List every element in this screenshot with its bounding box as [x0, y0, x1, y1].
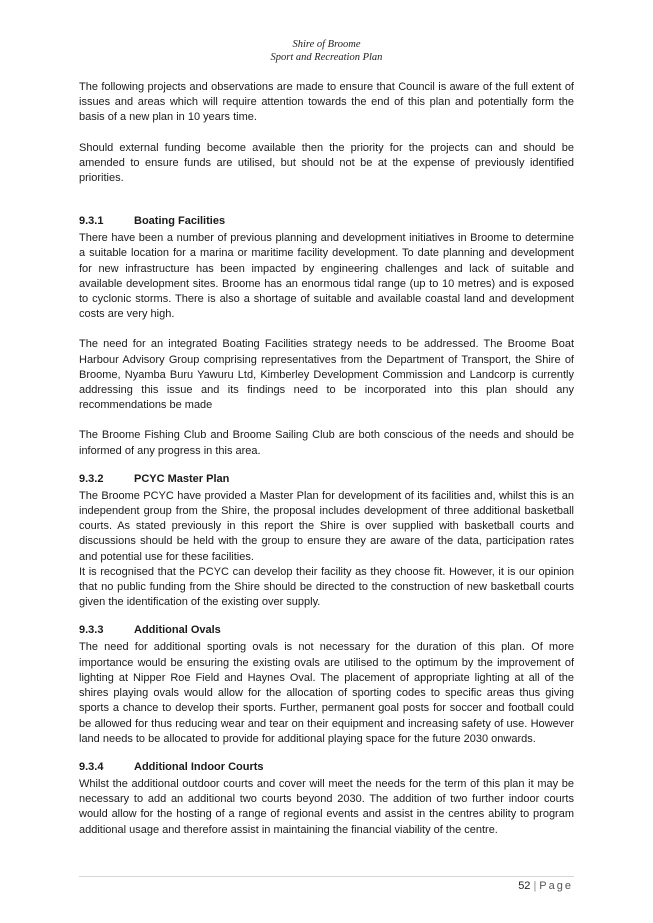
section-heading [79, 623, 574, 638]
section-paragraph: The need for an integrated Boating Facilities strategy needs to be addressed. The Broome Boat Harbour Advisory Group comprising representatives from the Department of Transport, the Shire of Broome, Nyamba Buru Yawuru Ltd, Kimberley Development Commission and Landcorp is currently addressing this issue and its findings need to be incorporated into this plan should any recommendations be made [79, 338, 574, 412]
running-header [0, 38, 653, 64]
section-heading [79, 214, 574, 229]
section-title: Additional Ovals [134, 624, 221, 637]
section-paragraph: The Broome Fishing Club and Broome Sailing Club are both conscious of the needs and should be informed of any progress in this area. [79, 429, 574, 457]
footer-separator: | [533, 880, 537, 892]
page-footer [518, 880, 573, 892]
page-label: Page [539, 880, 573, 892]
section-heading [79, 760, 574, 775]
section-paragraph: There have been a number of previous planning and development initiatives in Broome to determine a suitable location for a marina or maritime facility development. To date planning and development for new infrastructure has been impacted by engineering challenges and lack of suitable and available development sites. Broome has an enormous tidal range (up to 10 metres) and is exposed to cyclonic storms. There is also a shortage of suitable and available coastal land and development costs are very high. [79, 232, 574, 321]
page-content [79, 80, 574, 838]
section-heading [79, 472, 574, 487]
section-title: PCYC Master Plan [134, 472, 230, 485]
section-number: 9.3.2 [79, 472, 104, 485]
section-title: Boating Facilities [134, 215, 226, 228]
section-boating-facilities [79, 214, 574, 459]
intro-paragraph-2: Should external funding become available then the priority for the projects can and should be amended to ensure funds are utilised, but should not be at the expense of previously identified priorities. [79, 141, 574, 185]
page-number: 52 [518, 880, 531, 892]
section-number: 9.3.3 [79, 624, 104, 637]
section-additional-indoor-courts [79, 760, 574, 838]
header-organisation: Shire of Broome [292, 39, 361, 50]
footer-divider [79, 876, 574, 877]
section-number: 9.3.4 [79, 760, 104, 773]
section-paragraph: The Broome PCYC have provided a Master Plan for development of its facilities and, whilst this is an independent group from the Shire, the proposal includes development of three additional basketball courts. As stated previously in this report the Shire is over supplied with basketball courts and discussions should be held with the group to ensure they are aware of the data, participation rates and potential use for these facilities. [79, 489, 574, 563]
section-paragraph: The need for additional sporting ovals is not necessary for the duration of this plan. Of more importance would be ensuring the existing ovals are utilised to the optimum by the improvement of lighting at Nipper Roe Field and Haynes Oval. The placement of appropriate lighting at all of the shires playing ovals would allow for the allocation of sporting codes to specific areas thus giving sports a chance to develop their sports. Further, permanent goal posts for soccer and football could be allowed for thus reducing wear and tear on their equipment and increasing safety of use. However land needs to be allocated to provide for additional playing space for the future 2030 onwards. [79, 641, 574, 745]
intro-paragraph-1: The following projects and observations are made to ensure that Council is aware of the full extent of issues and areas which will require attention towards the end of this plan and potentially form the basis of a new plan in 10 years time. [79, 81, 574, 124]
section-paragraph: It is recognised that the PCYC can develop their facility as they choose fit. However, it is our opinion that no public funding from the Shire should be directed to the construction of new basketball courts given the identification of the existing over supply. [79, 565, 574, 609]
section-pcyc-master-plan [79, 472, 574, 611]
section-number: 9.3.1 [79, 215, 104, 228]
section-additional-ovals [79, 623, 574, 746]
section-paragraph: Whilst the additional outdoor courts and cover will meet the needs for the term of this plan it may be necessary to add an additional two courts beyond 2030. The addition of two further indoor courts would allow for the hosting of a range of regional events and assist in the centres ability to program additional usage and therefore assist in maintaining the financial viability of the centre. [79, 777, 574, 836]
section-title: Additional Indoor Courts [134, 760, 264, 773]
header-document-title: Sport and Recreation Plan [270, 52, 383, 63]
